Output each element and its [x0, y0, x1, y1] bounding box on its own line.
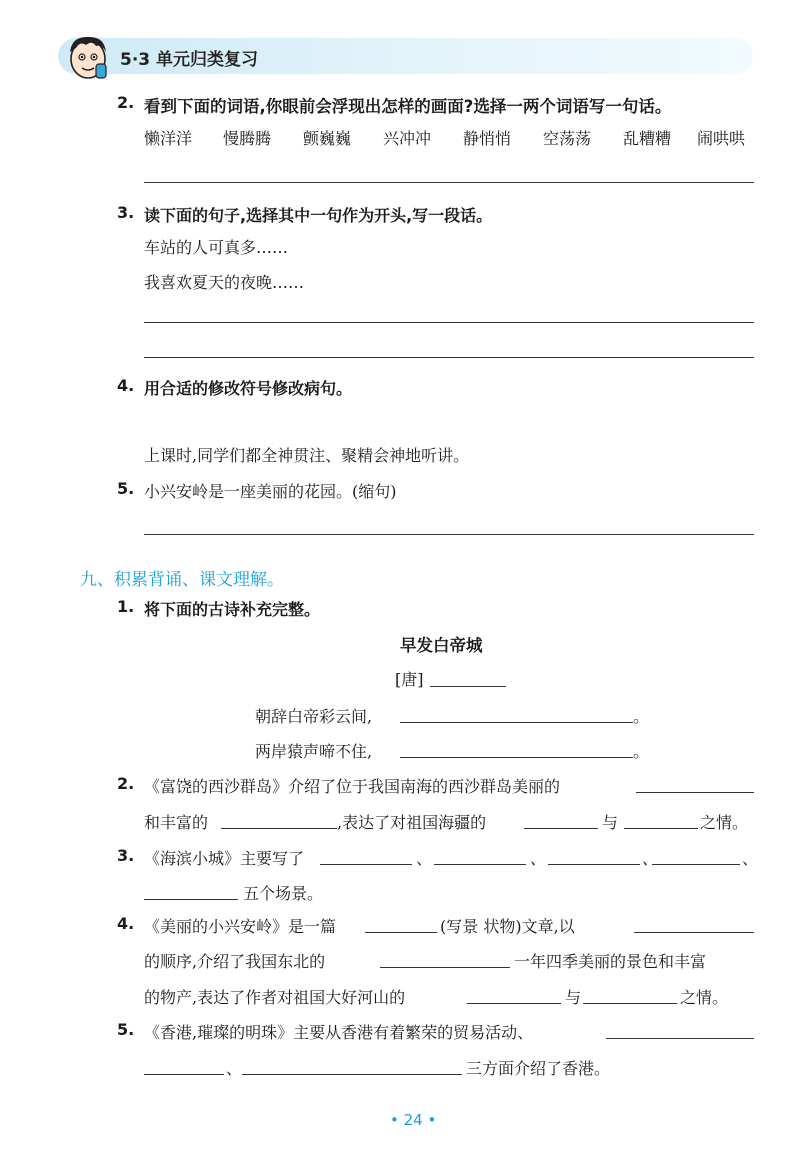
word-item: 闹哄哄: [697, 129, 746, 148]
poem-title: 早发白帝城: [400, 636, 483, 655]
s9-q3-number: 3.: [117, 846, 135, 865]
q4-sentence: 上课时,同学们都全神贯注、聚精会神地听讲。: [144, 446, 470, 465]
poem-line-2-end: 。: [633, 742, 650, 761]
s9-q2-text-c: ,表达了对祖国海疆的: [337, 813, 487, 832]
separator: 、: [530, 849, 547, 868]
fill-blank[interactable]: [320, 864, 412, 865]
word-item: 慢腾腾: [223, 129, 272, 148]
fill-blank[interactable]: [624, 828, 698, 829]
q3-number: 3.: [117, 203, 135, 222]
s9-q2-number: 2.: [117, 774, 135, 793]
s9-q4-text-a: 《美丽的小兴安岭》是一篇: [144, 917, 337, 936]
separator: 、: [226, 1059, 243, 1078]
header-label: 5·3 单元归类复习: [120, 50, 259, 70]
q4-title: 用合适的修改符号修改病句。: [144, 379, 353, 398]
q2-title: 看到下面的词语,你眼前会浮现出怎样的画面?选择一两个词语写一句话。: [144, 97, 672, 116]
author-blank[interactable]: [430, 686, 506, 687]
q3-sentence-2: 我喜欢夏天的夜晚……: [144, 273, 305, 292]
fill-blank[interactable]: [242, 1074, 462, 1075]
word-item: 颤巍巍: [303, 129, 352, 148]
s9-q2-text-a: 《富饶的西沙群岛》介绍了位于我国南海的西沙群岛美丽的: [144, 777, 561, 796]
s9-q3-text-a: 《海滨小城》主要写了: [144, 849, 305, 868]
poem-dynasty: [唐]: [395, 670, 424, 689]
s9-q5-text-b: 三方面介绍了香港。: [466, 1059, 611, 1078]
q5-text: 小兴安岭是一座美丽的花园。(缩句): [144, 482, 397, 501]
separator: 、: [416, 849, 433, 868]
fill-blank[interactable]: [144, 1074, 224, 1075]
section-9-title: 九、积累背诵、课文理解。: [80, 570, 284, 590]
fill-blank[interactable]: [144, 899, 238, 900]
answer-line[interactable]: [144, 534, 754, 535]
q3-title: 读下面的句子,选择其中一句作为开头,写一段话。: [144, 206, 493, 225]
fill-blank[interactable]: [583, 1003, 677, 1004]
q5-number: 5.: [117, 479, 135, 498]
s9-q5-text-a: 《香港,璀璨的明珠》主要从香港有着繁荣的贸易活动、: [144, 1023, 534, 1042]
fill-blank[interactable]: [221, 828, 337, 829]
poem-line-2: 两岸猿声啼不住,: [255, 742, 373, 761]
fill-blank[interactable]: [524, 828, 598, 829]
fill-blank[interactable]: [365, 932, 437, 933]
mascot-icon: [62, 30, 114, 82]
s9-q4-number: 4.: [117, 914, 135, 933]
s9-q4-text-c: 的顺序,介绍了我国东北的: [144, 952, 326, 971]
s9-q4-text-e: 的物产,表达了作者对祖国大好河山的: [144, 988, 406, 1007]
fill-blank[interactable]: [606, 1038, 754, 1039]
word-item: 乱糟糟: [623, 129, 672, 148]
separator: 、: [642, 849, 659, 868]
s9-q4-text-g: 之情。: [680, 988, 729, 1007]
fill-blank[interactable]: [636, 792, 754, 793]
poem-line-1: 朝辞白帝彩云间,: [255, 707, 373, 726]
s9-q2-text-d: 与: [602, 813, 619, 832]
fill-blank[interactable]: [634, 932, 754, 933]
word-item: 兴冲冲: [383, 129, 432, 148]
s9-q4-text-b: (写景 状物)文章,以: [440, 917, 575, 936]
q3-sentence-1: 车站的人可真多……: [144, 238, 289, 257]
s9-q2-text-b: 和丰富的: [144, 813, 209, 832]
separator: 、: [742, 849, 759, 868]
poem-blank-2[interactable]: [400, 757, 633, 758]
s9-q2-text-e: 之情。: [700, 813, 749, 832]
s9-q4-text-d: 一年四季美丽的景色和丰富: [514, 952, 707, 971]
fill-blank[interactable]: [467, 1003, 561, 1004]
answer-line[interactable]: [144, 182, 754, 183]
word-item: 空荡荡: [543, 129, 592, 148]
word-item: 懒洋洋: [144, 129, 193, 148]
poem-blank-1[interactable]: [400, 722, 633, 723]
word-item: 静悄悄: [463, 129, 512, 148]
s9-q4-text-f: 与: [565, 988, 582, 1007]
fill-blank[interactable]: [434, 864, 526, 865]
fill-blank[interactable]: [652, 864, 740, 865]
fill-blank[interactable]: [380, 967, 510, 968]
q2-number: 2.: [117, 93, 135, 112]
s9-q3-text-b: 五个场景。: [243, 884, 324, 903]
s9-q1-number: 1.: [117, 597, 135, 616]
s9-q1-title: 将下面的古诗补充完整。: [144, 600, 321, 619]
s9-q5-number: 5.: [117, 1020, 135, 1039]
answer-line[interactable]: [144, 357, 754, 358]
fill-blank[interactable]: [548, 864, 640, 865]
page-number: • 24 •: [390, 1111, 437, 1129]
answer-line[interactable]: [144, 322, 754, 323]
poem-line-1-end: 。: [633, 707, 650, 726]
q4-number: 4.: [117, 376, 135, 395]
